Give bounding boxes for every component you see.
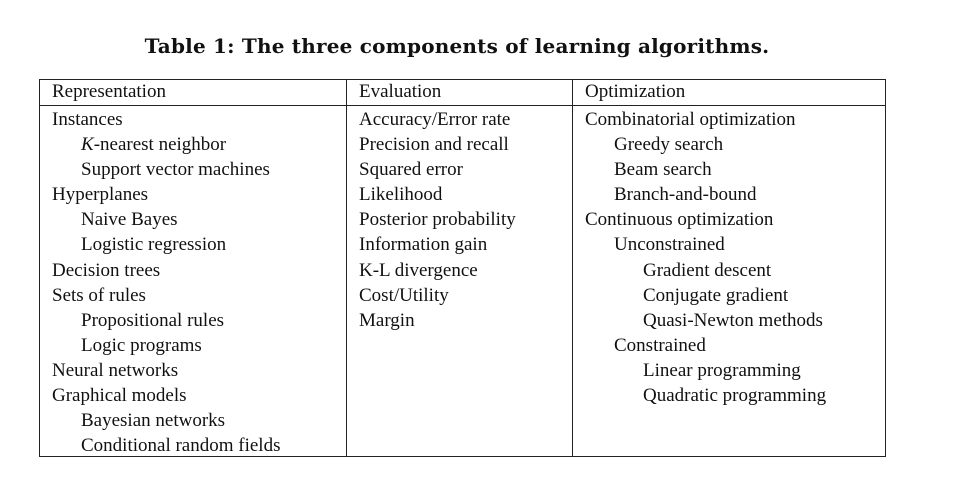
table-cell-item <box>52 433 280 458</box>
column-header: Optimization <box>585 81 686 102</box>
table-cell-item <box>52 207 280 232</box>
table-cell-item <box>585 383 826 408</box>
item-text: Neural networks <box>52 359 179 381</box>
table-cell-item <box>359 207 516 232</box>
item-text: Conjugate gradient <box>643 284 789 306</box>
table-cell-item <box>585 132 826 157</box>
table-cell-item <box>52 333 280 358</box>
item-text: Branch-and-bound <box>614 184 757 206</box>
table-cell-item <box>585 333 826 358</box>
item-text: Graphical models <box>52 385 187 407</box>
table-cell-item <box>52 383 280 408</box>
column-optimization <box>572 80 885 456</box>
table-cell-item <box>52 182 280 207</box>
item-text: Bayesian networks <box>81 410 226 432</box>
table-cell-item <box>585 258 826 283</box>
components-table <box>39 79 886 457</box>
item-text: Sets of rules <box>52 284 146 306</box>
item-text: Precision and recall <box>359 134 509 156</box>
column-header: Representation <box>52 81 166 102</box>
item-text: Continuous optimization <box>585 209 774 231</box>
item-text: Combinatorial optimization <box>585 109 796 130</box>
table-cell-item <box>359 107 516 132</box>
table-cell-item <box>359 182 516 207</box>
item-text: Greedy search <box>614 134 724 156</box>
table-cell-item <box>359 308 516 333</box>
item-text: Naive Bayes <box>81 209 178 231</box>
item-text: Squared error <box>359 159 463 181</box>
item-text: Logistic regression <box>81 234 227 256</box>
column-representation <box>40 80 346 456</box>
table-cell-item <box>585 308 826 333</box>
table-cell-item <box>52 258 280 283</box>
table-cell-item <box>359 283 516 308</box>
column-list <box>359 107 516 333</box>
table-cell-item <box>585 182 826 207</box>
column-header: Evaluation <box>359 81 442 102</box>
table-cell-item <box>52 358 280 383</box>
table-cell-item <box>52 232 280 257</box>
table-cell-item <box>52 132 280 157</box>
item-text: Linear programming <box>643 359 801 381</box>
table-cell-item <box>359 132 516 157</box>
table-cell-item <box>52 308 280 333</box>
table-cell-item <box>585 232 826 257</box>
item-text: K-L divergence <box>359 259 478 281</box>
item-text: Information gain <box>359 234 488 256</box>
item-text: Unconstrained <box>614 234 725 256</box>
table-cell-item <box>52 408 280 433</box>
item-text: Constrained <box>614 334 706 356</box>
table-cell-item <box>359 157 516 182</box>
table-cell-item <box>359 232 516 257</box>
item-text: Beam search <box>614 159 712 181</box>
item-text: Accuracy/Error rate <box>359 109 511 130</box>
item-text: Gradient descent <box>643 259 772 281</box>
item-text: Instances <box>52 109 123 130</box>
table-cell-item <box>52 283 280 308</box>
item-text: Margin <box>359 309 415 331</box>
item-text: -nearest neighbor <box>93 134 227 156</box>
item-text: Propositional rules <box>81 309 225 331</box>
table-cell-item <box>585 283 826 308</box>
table-cell-item <box>359 258 516 283</box>
table-cell-item <box>585 107 826 132</box>
item-text: Conditional random fields <box>81 435 281 457</box>
item-text: Likelihood <box>359 184 443 206</box>
item-text: Logic programs <box>81 334 202 356</box>
table-cell-item <box>585 157 826 182</box>
column-list <box>52 107 280 458</box>
column-list <box>585 107 826 408</box>
table-cell-item <box>52 107 280 132</box>
table-cell-item <box>585 358 826 383</box>
table-cell-item <box>52 157 280 182</box>
item-text: Support vector machines <box>81 159 270 181</box>
item-text: Quadratic programming <box>643 385 827 407</box>
item-text: Hyperplanes <box>52 184 149 206</box>
column-evaluation <box>346 80 572 456</box>
table-caption: Table 1: The three components of learning algorithms. <box>144 34 770 58</box>
item-text: Decision trees <box>52 259 161 281</box>
item-text: Cost/Utility <box>359 284 449 306</box>
item-text: Posterior probability <box>359 209 516 231</box>
item-text: Quasi-Newton methods <box>643 309 823 331</box>
table-cell-item <box>585 207 826 232</box>
math-symbol: K <box>81 134 94 156</box>
